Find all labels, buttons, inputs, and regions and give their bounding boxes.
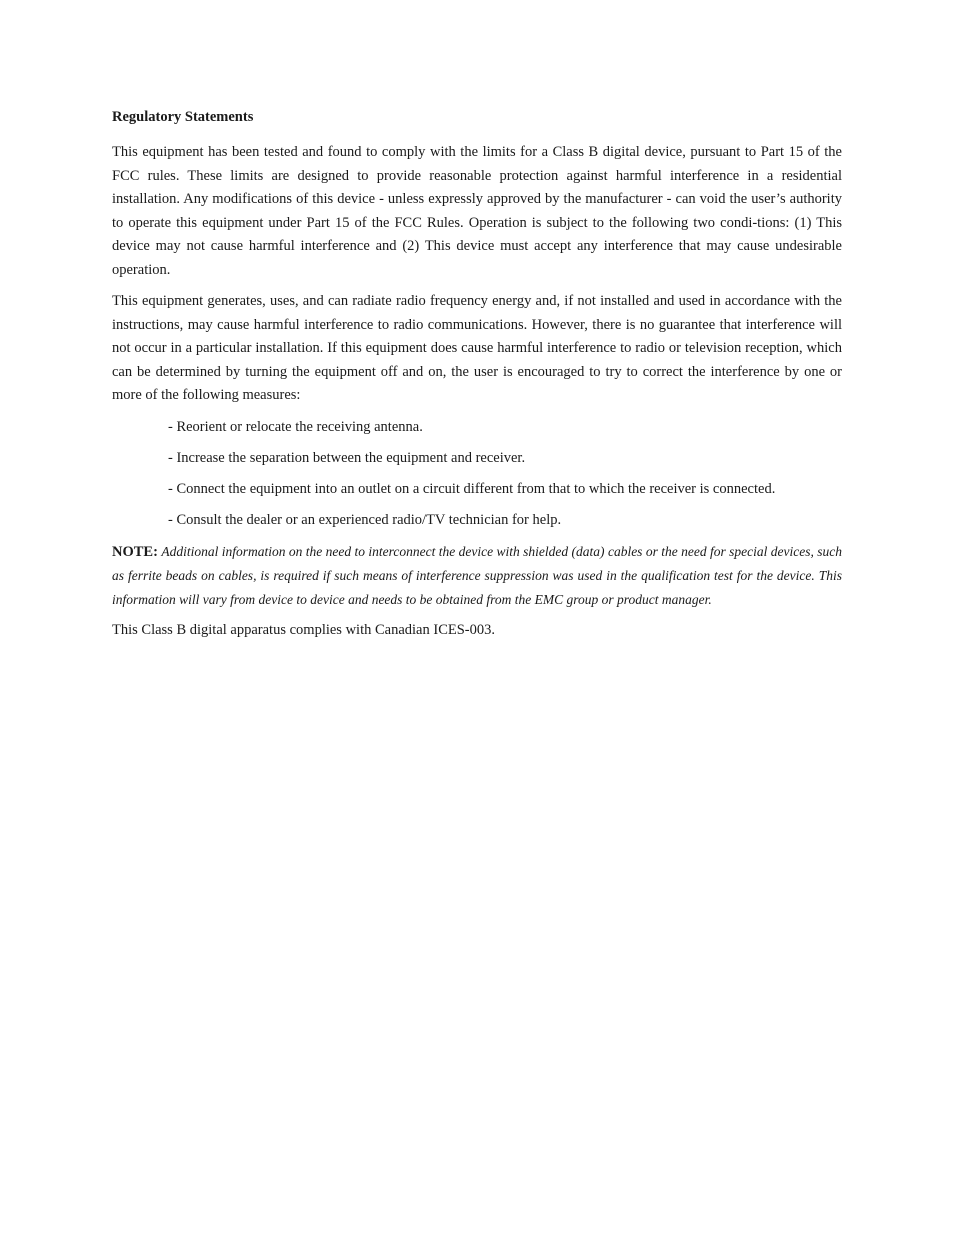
measures-list [112,416,842,533]
canada-statement: This Class B digital apparatus complies with Canadian ICES-003. [112,622,495,638]
note-label: NOTE: [112,543,158,560]
note-text: Additional information on the need to interconnect the device with shielded (data) cables or the need for special devices, such as ferrite beads on cables, is required if such means of interference suppression was used in the qualification test for the device. This information will vary from device to device and needs to be obtained from the EMC group or product manager. [112,543,843,607]
note-paragraph [112,540,842,612]
regulatory-page [112,106,842,651]
list-item: - Connect the equipment into an outlet on a circuit different from that to which the receiver is connected. [168,480,776,497]
interference-paragraph: This equipment generates, uses, and can radiate radio frequency energy and, if not installed and used in accordance with the instructions, may cause harmful interference to radio communications. However, there is no guarantee that interference will not occur in a particular installation. If this equipment does cause harmful interference to radio or television reception, which can be determined by turning the equipment off and on, the user is encouraged to try to correct the interference by one or more of the following measures: [112,293,842,403]
list-item: - Increase the separation between the equipment and receiver. [168,449,526,466]
fcc-compliance-paragraph: This equipment has been tested and found to comply with the limits for a Class B digital device, pursuant to Part 15 of the FCC rules. These limits are designed to provide reasonable protection against harmful interference in a residential installation. Any modifications of this device - unless expressly approved by the manufacturer - can void the user’s authority to operate this equipment under Part 15 of the FCC Rules. Operation is subject to the following two condi-tions: (1) This device may not cause harmful interference and (2) This device must accept any interference that may cause undesirable operation. [112,144,842,278]
list-item: - Reorient or relocate the receiving antenna. [168,418,423,435]
list-item: - Consult the dealer or an experienced radio/TV technician for help. [168,511,562,528]
page-heading: Regulatory Statements [112,109,254,125]
